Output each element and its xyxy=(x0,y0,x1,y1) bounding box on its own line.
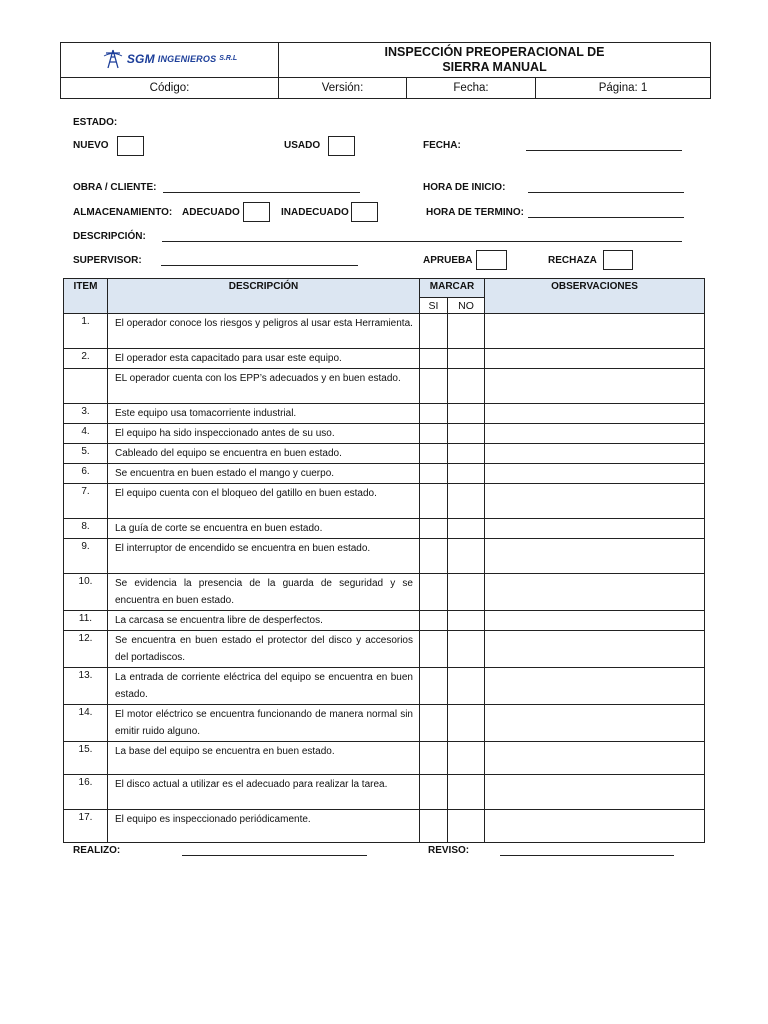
realizo-label: REALIZO: xyxy=(73,845,121,856)
row-item-number: 6. xyxy=(64,464,108,484)
row-observaciones-cell[interactable] xyxy=(485,668,705,705)
row-si-cell[interactable] xyxy=(420,668,448,705)
row-description: El disco actual a utilizar es el adecuado para realizar la tarea. xyxy=(108,775,420,810)
row-description: El interruptor de encendido se encuentra en buen estado. xyxy=(108,539,420,574)
table-row xyxy=(64,424,705,444)
rechaza-checkbox[interactable] xyxy=(603,250,633,270)
row-no-cell[interactable] xyxy=(448,810,485,843)
row-si-cell[interactable] xyxy=(420,314,448,349)
col-header-si: SI xyxy=(420,298,448,314)
aprueba-label: APRUEBA xyxy=(423,255,473,266)
table-row xyxy=(64,742,705,775)
table-row xyxy=(64,539,705,574)
row-si-cell[interactable] xyxy=(420,539,448,574)
row-si-cell[interactable] xyxy=(420,631,448,668)
row-item-number xyxy=(64,369,108,404)
row-observaciones-cell[interactable] xyxy=(485,519,705,539)
row-observaciones-cell[interactable] xyxy=(485,611,705,631)
obra-cliente-line[interactable] xyxy=(163,192,360,193)
document-title xyxy=(279,43,711,78)
codigo-field: Código: xyxy=(61,78,279,99)
descripcion-label: DESCRIPCIÓN: xyxy=(73,231,146,242)
row-item-number: 13. xyxy=(64,668,108,705)
col-header-no: NO xyxy=(448,298,485,314)
row-no-cell[interactable] xyxy=(448,539,485,574)
row-observaciones-cell[interactable] xyxy=(485,484,705,519)
table-row xyxy=(64,314,705,349)
obra-cliente-label: OBRA / CLIENTE: xyxy=(73,182,157,193)
title-line-2: SIERRA MANUAL xyxy=(442,60,547,74)
adecuado-label: ADECUADO xyxy=(182,207,240,218)
reviso-label: REVISO: xyxy=(428,845,470,856)
row-item-number: 16. xyxy=(64,775,108,810)
inspection-rows xyxy=(64,314,705,843)
company-logo xyxy=(102,48,237,70)
row-observaciones-cell[interactable] xyxy=(485,539,705,574)
row-description: La base del equipo se encuentra en buen estado. xyxy=(108,742,420,775)
row-si-cell[interactable] xyxy=(420,810,448,843)
row-observaciones-cell[interactable] xyxy=(485,464,705,484)
row-no-cell[interactable] xyxy=(448,484,485,519)
descripcion-line[interactable] xyxy=(162,241,682,242)
row-item-number: 10. xyxy=(64,574,108,611)
realizo-line[interactable] xyxy=(182,855,367,856)
fecha-line[interactable] xyxy=(526,150,682,151)
logo-cell xyxy=(61,43,279,78)
inspection-table xyxy=(63,278,705,843)
row-description: Se evidencia la presencia de la guarda de seguridad y se encuentra en buen estado. xyxy=(108,574,420,611)
hora-termino-line[interactable] xyxy=(528,217,684,218)
row-item-number: 15. xyxy=(64,742,108,775)
row-si-cell[interactable] xyxy=(420,404,448,424)
col-header-item: ITEM xyxy=(64,279,108,314)
row-no-cell[interactable] xyxy=(448,705,485,742)
row-observaciones-cell[interactable] xyxy=(485,314,705,349)
row-no-cell[interactable] xyxy=(448,369,485,404)
table-row xyxy=(64,369,705,404)
table-row xyxy=(64,705,705,742)
row-no-cell[interactable] xyxy=(448,314,485,349)
row-item-number: 8. xyxy=(64,519,108,539)
table-row xyxy=(64,464,705,484)
row-description: Se encuentra en buen estado el mango y cuerpo. xyxy=(108,464,420,484)
table-row xyxy=(64,668,705,705)
row-item-number: 9. xyxy=(64,539,108,574)
tower-icon xyxy=(102,48,124,70)
table-row xyxy=(64,574,705,611)
row-no-cell[interactable] xyxy=(448,611,485,631)
row-si-cell[interactable] xyxy=(420,742,448,775)
row-observaciones-cell[interactable] xyxy=(485,444,705,464)
row-description: EL operador cuenta con los EPP’s adecuados y en buen estado. xyxy=(108,369,420,404)
aprueba-checkbox[interactable] xyxy=(476,250,507,270)
row-observaciones-cell[interactable] xyxy=(485,369,705,404)
table-row xyxy=(64,349,705,369)
usado-checkbox[interactable] xyxy=(328,136,355,156)
row-item-number: 12. xyxy=(64,631,108,668)
inadecuado-checkbox[interactable] xyxy=(351,202,378,222)
table-row xyxy=(64,810,705,843)
usado-label: USADO xyxy=(284,140,321,151)
row-item-number: 5. xyxy=(64,444,108,464)
reviso-line[interactable] xyxy=(500,855,674,856)
row-si-cell[interactable] xyxy=(420,424,448,444)
adecuado-checkbox[interactable] xyxy=(243,202,270,222)
col-header-marcar: MARCAR xyxy=(420,279,485,298)
row-item-number: 14. xyxy=(64,705,108,742)
logo-text-ingenieros: INGENIEROS xyxy=(157,53,217,64)
almacenamiento-label: ALMACENAMIENTO: xyxy=(73,207,173,218)
logo-suffix: S.R.L xyxy=(219,55,238,62)
fecha-label: FECHA: xyxy=(423,140,461,151)
row-item-number: 1. xyxy=(64,314,108,349)
hora-inicio-line[interactable] xyxy=(528,192,684,193)
row-description: La guía de corte se encuentra en buen estado. xyxy=(108,519,420,539)
row-no-cell[interactable] xyxy=(448,349,485,369)
row-item-number: 11. xyxy=(64,611,108,631)
row-description: Se encuentra en buen estado el protector del disco y accesorios del portadiscos. xyxy=(108,631,420,668)
row-description: La carcasa se encuentra libre de desperfectos. xyxy=(108,611,420,631)
table-row xyxy=(64,775,705,810)
row-item-number: 2. xyxy=(64,349,108,369)
row-description: El equipo cuenta con el bloqueo del gatillo en buen estado. xyxy=(108,484,420,519)
row-si-cell[interactable] xyxy=(420,369,448,404)
nuevo-checkbox[interactable] xyxy=(117,136,144,156)
document-header xyxy=(60,42,711,99)
title-line-1: INSPECCIÓN PREOPERACIONAL DE xyxy=(384,45,605,59)
hora-termino-label: HORA DE TERMINO: xyxy=(426,207,524,218)
row-observaciones-cell[interactable] xyxy=(485,424,705,444)
row-description: El operador conoce los riesgos y peligros al usar esta Herramienta. xyxy=(108,314,420,349)
row-description: El motor eléctrico se encuentra funcionando de manera normal sin emitir ruido alguno. xyxy=(108,705,420,742)
row-no-cell[interactable] xyxy=(448,775,485,810)
logo-text-sgm: SGM xyxy=(126,51,155,66)
row-description: El operador esta capacitado para usar este equipo. xyxy=(108,349,420,369)
row-no-cell[interactable] xyxy=(448,631,485,668)
row-no-cell[interactable] xyxy=(448,444,485,464)
nuevo-label: NUEVO xyxy=(73,140,109,151)
col-header-observaciones: OBSERVACIONES xyxy=(485,279,705,314)
version-field: Versión: xyxy=(279,78,407,99)
table-row xyxy=(64,484,705,519)
row-observaciones-cell[interactable] xyxy=(485,810,705,843)
table-row xyxy=(64,519,705,539)
row-description: Este equipo usa tomacorriente industrial. xyxy=(108,404,420,424)
row-si-cell[interactable] xyxy=(420,705,448,742)
row-si-cell[interactable] xyxy=(420,611,448,631)
row-si-cell[interactable] xyxy=(420,464,448,484)
row-si-cell[interactable] xyxy=(420,519,448,539)
row-no-cell[interactable] xyxy=(448,464,485,484)
supervisor-label: SUPERVISOR: xyxy=(73,255,142,266)
row-si-cell[interactable] xyxy=(420,444,448,464)
row-no-cell[interactable] xyxy=(448,519,485,539)
row-description: La entrada de corriente eléctrica del equipo se encuentra en buen estado. xyxy=(108,668,420,705)
row-observaciones-cell[interactable] xyxy=(485,631,705,668)
row-item-number: 17. xyxy=(64,810,108,843)
row-no-cell[interactable] xyxy=(448,404,485,424)
row-item-number: 4. xyxy=(64,424,108,444)
row-observaciones-cell[interactable] xyxy=(485,742,705,775)
row-si-cell[interactable] xyxy=(420,349,448,369)
table-row xyxy=(64,444,705,464)
estado-label: ESTADO: xyxy=(73,117,118,128)
row-si-cell[interactable] xyxy=(420,574,448,611)
row-si-cell[interactable] xyxy=(420,484,448,519)
row-description: El equipo ha sido inspeccionado antes de su uso. xyxy=(108,424,420,444)
row-observaciones-cell[interactable] xyxy=(485,574,705,611)
col-header-descripcion: DESCRIPCIÓN xyxy=(108,279,420,314)
rechaza-label: RECHAZA xyxy=(548,255,597,266)
row-observaciones-cell[interactable] xyxy=(485,705,705,742)
row-no-cell[interactable] xyxy=(448,424,485,444)
row-no-cell[interactable] xyxy=(448,574,485,611)
row-si-cell[interactable] xyxy=(420,775,448,810)
row-item-number: 3. xyxy=(64,404,108,424)
row-observaciones-cell[interactable] xyxy=(485,404,705,424)
row-description: Cableado del equipo se encuentra en buen estado. xyxy=(108,444,420,464)
row-observaciones-cell[interactable] xyxy=(485,349,705,369)
row-no-cell[interactable] xyxy=(448,668,485,705)
supervisor-line[interactable] xyxy=(161,265,358,266)
row-observaciones-cell[interactable] xyxy=(485,775,705,810)
table-row xyxy=(64,631,705,668)
pagina-field: Página: 1 xyxy=(536,78,711,99)
fecha-header-field: Fecha: xyxy=(407,78,536,99)
table-row xyxy=(64,404,705,424)
row-description: El equipo es inspeccionado periódicamente. xyxy=(108,810,420,843)
hora-inicio-label: HORA DE INICIO: xyxy=(423,182,506,193)
table-row xyxy=(64,611,705,631)
inadecuado-label: INADECUADO xyxy=(281,207,349,218)
row-no-cell[interactable] xyxy=(448,742,485,775)
row-item-number: 7. xyxy=(64,484,108,519)
